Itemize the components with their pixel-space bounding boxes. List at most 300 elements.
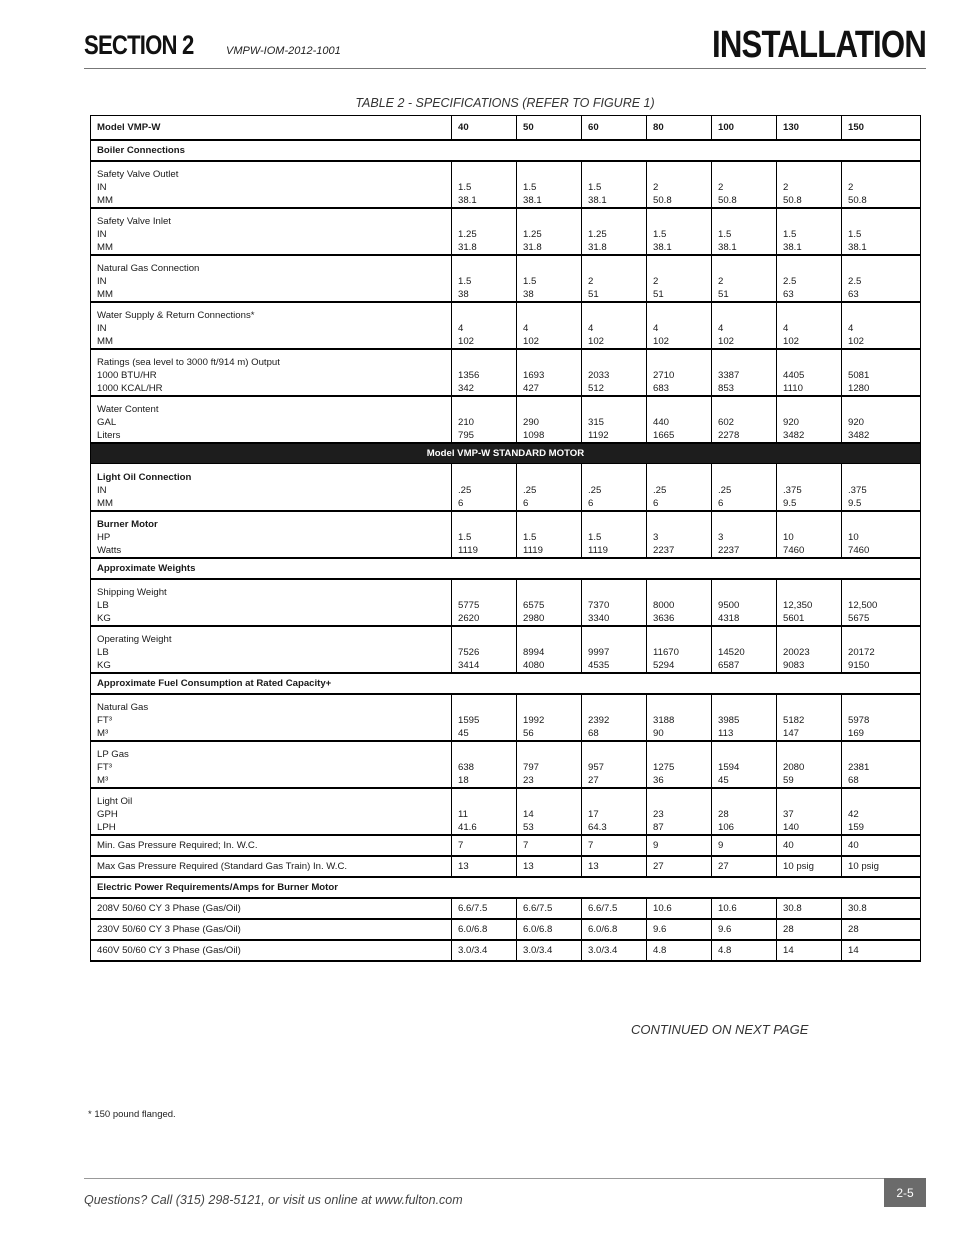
row-label [91, 255, 452, 302]
cell-value: 6 [588, 497, 594, 509]
table-cell [712, 208, 777, 255]
row-label-line: Light Oil [97, 795, 133, 807]
model-label: Model VMP-W [91, 116, 452, 140]
model-header: 130 [777, 116, 842, 140]
table-cell: 3.0/3.4 [452, 940, 517, 961]
cell-value: 102 [848, 335, 865, 347]
cell-value: 2080 [783, 761, 805, 773]
cell-value: 2 [653, 275, 659, 287]
cell-value: 6587 [718, 659, 740, 671]
cell-value: 8994 [523, 646, 545, 658]
model-header: 50 [517, 116, 582, 140]
row-label [91, 302, 452, 349]
cell-value: 102 [783, 335, 800, 347]
cell-value: 23 [653, 808, 664, 820]
cell-value: 638 [458, 761, 475, 773]
cell-value: 9.5 [783, 497, 797, 509]
row-label-line: Light Oil Connection [97, 471, 192, 483]
cell-value: 7460 [783, 544, 805, 556]
table-cell [712, 788, 777, 835]
row-label-line: IN [97, 181, 107, 193]
cell-value: 36 [653, 774, 664, 786]
cell-value: 3482 [783, 429, 805, 441]
row-label: Min. Gas Pressure Required; In. W.C. [91, 835, 452, 856]
table-cell [712, 741, 777, 788]
table-cell: 6.6/7.5 [582, 898, 647, 919]
table-cell: 7 [452, 835, 517, 856]
row-label-line: IN [97, 275, 107, 287]
table-cell [777, 161, 842, 208]
table-cell [452, 302, 517, 349]
cell-value: 3 [653, 531, 659, 543]
cell-value: 2710 [653, 369, 675, 381]
table-cell [647, 302, 712, 349]
row-label-line: Safety Valve Inlet [97, 215, 171, 227]
table-cell: 28 [777, 919, 842, 940]
table-cell: 6.0/6.8 [517, 919, 582, 940]
table-cell: 13 [517, 856, 582, 877]
cell-value: 31.8 [523, 241, 542, 253]
model-header: 60 [582, 116, 647, 140]
cell-value: 1.5 [458, 181, 472, 193]
section-label: Approximate Weights [91, 558, 921, 579]
table-cell [842, 741, 921, 788]
table-cell [582, 626, 647, 673]
table-cell [777, 694, 842, 741]
row-label-line: Water Content [97, 403, 159, 415]
cell-value: 512 [588, 382, 605, 394]
row-label-line: MM [97, 497, 113, 509]
cell-value: 1665 [653, 429, 675, 441]
cell-value: 38.1 [783, 241, 802, 253]
section-row [91, 673, 921, 694]
cell-value: 427 [523, 382, 540, 394]
cell-value: 51 [718, 288, 729, 300]
cell-value: 37 [783, 808, 794, 820]
row-label [91, 464, 452, 511]
table-cell [842, 302, 921, 349]
table-cell: 13 [452, 856, 517, 877]
table-cell [712, 694, 777, 741]
cell-value: 920 [848, 416, 865, 428]
cell-value: 4 [458, 322, 464, 334]
table-cell: 9.6 [647, 919, 712, 940]
row-label-line: IN [97, 322, 107, 334]
cell-value: 1119 [523, 544, 543, 556]
row-label-line: Operating Weight [97, 633, 172, 645]
cell-value: 38.1 [848, 241, 867, 253]
cell-value: 28 [718, 808, 729, 820]
table-cell: 7 [517, 835, 582, 856]
table-cell [582, 741, 647, 788]
section-number: SECTION 2 [84, 30, 194, 60]
cell-value: 10 [848, 531, 859, 543]
row-label-line: Watts [97, 544, 122, 556]
cell-value: 20172 [848, 646, 875, 658]
model-header: 150 [842, 116, 921, 140]
row-label-line: MM [97, 335, 113, 347]
cell-value: 210 [458, 416, 475, 428]
cell-value: .25 [458, 484, 472, 496]
table-cell [712, 255, 777, 302]
model-header: 100 [712, 116, 777, 140]
cell-value: 3340 [588, 612, 610, 624]
cell-value: 9500 [718, 599, 740, 611]
cell-value: 14 [523, 808, 534, 820]
band-label: Model VMP-W STANDARD MOTOR [91, 443, 921, 464]
cell-value: 64.3 [588, 821, 607, 833]
cell-value: 2237 [653, 544, 675, 556]
cell-value: 102 [718, 335, 735, 347]
cell-value: 853 [718, 382, 735, 394]
page-number: 2-5 [884, 1178, 926, 1207]
cell-value: 4 [848, 322, 854, 334]
cell-value: 2 [718, 181, 724, 193]
cell-value: 27 [588, 774, 599, 786]
cell-value: 38.1 [653, 241, 672, 253]
model-header: 40 [452, 116, 517, 140]
cell-value: 68 [848, 774, 859, 786]
cell-value: 1595 [458, 714, 480, 726]
cell-value: 5978 [848, 714, 870, 726]
footer-rule [84, 1178, 884, 1179]
cell-value: 1.5 [523, 531, 537, 543]
row-label-line: Liters [97, 429, 121, 441]
cell-value: 17 [588, 808, 599, 820]
table-cell [517, 579, 582, 626]
table-cell [842, 255, 921, 302]
cell-value: 1.5 [848, 228, 862, 240]
table-cell [582, 161, 647, 208]
cell-value: 1.5 [718, 228, 732, 240]
cell-value: 38.1 [718, 241, 737, 253]
cell-value: 3636 [653, 612, 675, 624]
row-label-line: 1000 BTU/HR [97, 369, 157, 381]
cell-value: 159 [848, 821, 865, 833]
table-cell: 6.6/7.5 [517, 898, 582, 919]
table-cell [647, 694, 712, 741]
section-label: Electric Power Requirements/Amps for Burner Motor [91, 877, 921, 898]
cell-value: 4 [523, 322, 529, 334]
table-cell [517, 208, 582, 255]
row-label [91, 511, 452, 558]
row-label-line: LB [97, 599, 109, 611]
cell-value: 3482 [848, 429, 870, 441]
cell-value: 1098 [523, 429, 545, 441]
row-label [91, 349, 452, 396]
row-label: 208V 50/60 CY 3 Phase (Gas/Oil) [91, 898, 452, 919]
table-cell [712, 161, 777, 208]
cell-value: 3414 [458, 659, 480, 671]
table-cell: 30.8 [777, 898, 842, 919]
table-cell [842, 788, 921, 835]
cell-value: 315 [588, 416, 605, 428]
row-label-line: Ratings (sea level to 3000 ft/914 m) Output [97, 356, 280, 368]
cell-value: 53 [523, 821, 534, 833]
cell-value: 440 [653, 416, 670, 428]
cell-value: .375 [783, 484, 802, 496]
table-cell: 6.0/6.8 [452, 919, 517, 940]
table-cell [842, 208, 921, 255]
table-cell: 6.0/6.8 [582, 919, 647, 940]
cell-value: 50.8 [718, 194, 737, 206]
row-label-line: LPH [97, 821, 116, 833]
table-cell [647, 788, 712, 835]
table-cell: 10 psig [777, 856, 842, 877]
table-cell [452, 161, 517, 208]
page-title: INSTALLATION [711, 24, 926, 66]
cell-value: 147 [783, 727, 800, 739]
table-cell [647, 349, 712, 396]
section-label: Approximate Fuel Consumption at Rated Capacity+ [91, 673, 921, 694]
cell-value: 6 [653, 497, 659, 509]
table-cell [582, 208, 647, 255]
table-cell [777, 208, 842, 255]
table-header-row [91, 116, 921, 140]
table-cell [842, 464, 921, 511]
row-label [91, 741, 452, 788]
table-cell [582, 694, 647, 741]
table-cell: 30.8 [842, 898, 921, 919]
table-cell [777, 788, 842, 835]
table-cell [842, 579, 921, 626]
row-label-line: MM [97, 241, 113, 253]
table-cell: 4.8 [647, 940, 712, 961]
cell-value: 5081 [848, 369, 870, 381]
cell-value: 5601 [783, 612, 805, 624]
table-row [91, 694, 921, 741]
cell-value: 4405 [783, 369, 805, 381]
table-cell [452, 208, 517, 255]
table-cell: 9.6 [712, 919, 777, 940]
table-row [91, 396, 921, 443]
cell-value: 10 [783, 531, 794, 543]
cell-value: 683 [653, 382, 670, 394]
cell-value: 38.1 [588, 194, 607, 206]
table-cell [712, 302, 777, 349]
cell-value: 1110 [783, 382, 803, 394]
cell-value: 6575 [523, 599, 545, 611]
table-row [91, 208, 921, 255]
cell-value: .25 [653, 484, 667, 496]
cell-value: 1.25 [458, 228, 477, 240]
table-cell [582, 579, 647, 626]
table-cell [712, 511, 777, 558]
table-cell [452, 694, 517, 741]
row-label-line: LB [97, 646, 109, 658]
cell-value: 2.5 [848, 275, 862, 287]
table-row [91, 898, 921, 919]
cell-value: 5675 [848, 612, 870, 624]
table-cell [777, 579, 842, 626]
table-row [91, 788, 921, 835]
table-caption: TABLE 2 - SPECIFICATIONS (REFER TO FIGURE 1) [355, 96, 655, 110]
table-cell [842, 396, 921, 443]
band-row [91, 443, 921, 464]
cell-value: 102 [588, 335, 605, 347]
table-cell: 10 psig [842, 856, 921, 877]
cell-value: 2237 [718, 544, 740, 556]
row-label: 460V 50/60 CY 3 Phase (Gas/Oil) [91, 940, 452, 961]
cell-value: 1119 [458, 544, 478, 556]
cell-value: 602 [718, 416, 735, 428]
table-cell [647, 161, 712, 208]
table-row [91, 349, 921, 396]
table-cell: 14 [842, 940, 921, 961]
section-row [91, 140, 921, 161]
cell-value: .25 [588, 484, 602, 496]
table-cell [777, 255, 842, 302]
cell-value: 1356 [458, 369, 480, 381]
table-cell [777, 741, 842, 788]
cell-value: 11670 [653, 646, 679, 658]
cell-value: 18 [458, 774, 469, 786]
table-cell [842, 626, 921, 673]
table-cell: 28 [842, 919, 921, 940]
cell-value: 290 [523, 416, 540, 428]
cell-value: 4535 [588, 659, 610, 671]
table-cell [452, 255, 517, 302]
table-row [91, 511, 921, 558]
row-label-line: M³ [97, 774, 109, 786]
row-label: Max Gas Pressure Required (Standard Gas Train) In. W.C. [91, 856, 452, 877]
cell-value: 5182 [783, 714, 805, 726]
table-row [91, 940, 921, 961]
row-label-line: M³ [97, 727, 109, 739]
cell-value: 342 [458, 382, 475, 394]
cell-value: 50.8 [653, 194, 672, 206]
table-cell: 7 [582, 835, 647, 856]
section-label: Boiler Connections [91, 140, 921, 161]
table-cell: 3.0/3.4 [517, 940, 582, 961]
row-label-line: Shipping Weight [97, 586, 167, 598]
cell-value: 2 [653, 181, 659, 193]
cell-value: 6 [458, 497, 464, 509]
cell-value: 14520 [718, 646, 745, 658]
cell-value: 11 [458, 808, 468, 820]
cell-value: 957 [588, 761, 605, 773]
cell-value: 3 [718, 531, 724, 543]
cell-value: 1594 [718, 761, 740, 773]
cell-value: 38.1 [523, 194, 542, 206]
cell-value: 90 [653, 727, 664, 739]
table-cell [452, 349, 517, 396]
cell-value: 1.5 [783, 228, 797, 240]
cell-value: 2033 [588, 369, 610, 381]
cell-value: 1119 [588, 544, 608, 556]
table-cell [842, 694, 921, 741]
table-cell: 27 [647, 856, 712, 877]
cell-value: 68 [588, 727, 599, 739]
cell-value: 6 [523, 497, 529, 509]
cell-value: 1693 [523, 369, 545, 381]
table-cell [582, 464, 647, 511]
cell-value: 2 [848, 181, 854, 193]
table-cell [452, 741, 517, 788]
table-cell [517, 302, 582, 349]
row-label [91, 579, 452, 626]
table-cell [517, 464, 582, 511]
cell-value: 38.1 [458, 194, 477, 206]
cell-value: .375 [848, 484, 867, 496]
cell-value: 2.5 [783, 275, 797, 287]
table-cell: 9 [647, 835, 712, 856]
table-cell [712, 626, 777, 673]
cell-value: 2 [588, 275, 594, 287]
row-label-line: Burner Motor [97, 518, 158, 530]
cell-value: 9997 [588, 646, 610, 658]
row-label-line: Natural Gas Connection [97, 262, 200, 274]
table-cell: 40 [842, 835, 921, 856]
row-label-line: 1000 KCAL/HR [97, 382, 163, 394]
cell-value: 41.6 [458, 821, 477, 833]
table-cell [517, 741, 582, 788]
cell-value: 1.5 [588, 531, 602, 543]
row-label-line: MM [97, 194, 113, 206]
table-cell [517, 255, 582, 302]
cell-value: 1.5 [458, 275, 472, 287]
table-cell: 3.0/3.4 [582, 940, 647, 961]
table-cell [777, 302, 842, 349]
header-rule [84, 68, 926, 69]
cell-value: 42 [848, 808, 859, 820]
cell-value: 7460 [848, 544, 870, 556]
row-label-line: KG [97, 659, 111, 671]
row-label [91, 208, 452, 255]
row-label-line: Safety Valve Outlet [97, 168, 179, 180]
table-cell [647, 208, 712, 255]
table-cell [647, 511, 712, 558]
row-label [91, 626, 452, 673]
table-row [91, 302, 921, 349]
cell-value: 9.5 [848, 497, 862, 509]
table-cell: 14 [777, 940, 842, 961]
table-cell [647, 626, 712, 673]
table-cell [777, 626, 842, 673]
cell-value: 2381 [848, 761, 870, 773]
cell-value: 63 [848, 288, 859, 300]
cell-value: 1.5 [653, 228, 667, 240]
row-label [91, 694, 452, 741]
section-row [91, 558, 921, 579]
table-cell [712, 349, 777, 396]
table-cell: 4.8 [712, 940, 777, 961]
cell-value: 9150 [848, 659, 870, 671]
cell-value: 2980 [523, 612, 545, 624]
table-cell [712, 396, 777, 443]
cell-value: 920 [783, 416, 800, 428]
table-cell [647, 396, 712, 443]
table-cell [452, 464, 517, 511]
cell-value: 2278 [718, 429, 740, 441]
row-label: 230V 50/60 CY 3 Phase (Gas/Oil) [91, 919, 452, 940]
table-cell [452, 788, 517, 835]
cell-value: .25 [523, 484, 537, 496]
cell-value: 4 [653, 322, 659, 334]
cell-value: 31.8 [458, 241, 477, 253]
table-row [91, 626, 921, 673]
table-cell: 40 [777, 835, 842, 856]
table-cell [452, 396, 517, 443]
row-label-line: FT³ [97, 761, 112, 773]
table-cell: 10.6 [647, 898, 712, 919]
table-cell [582, 302, 647, 349]
table-cell [517, 788, 582, 835]
section-row [91, 877, 921, 898]
table-cell: 10.6 [712, 898, 777, 919]
table-cell [582, 788, 647, 835]
row-label-line: IN [97, 484, 107, 496]
